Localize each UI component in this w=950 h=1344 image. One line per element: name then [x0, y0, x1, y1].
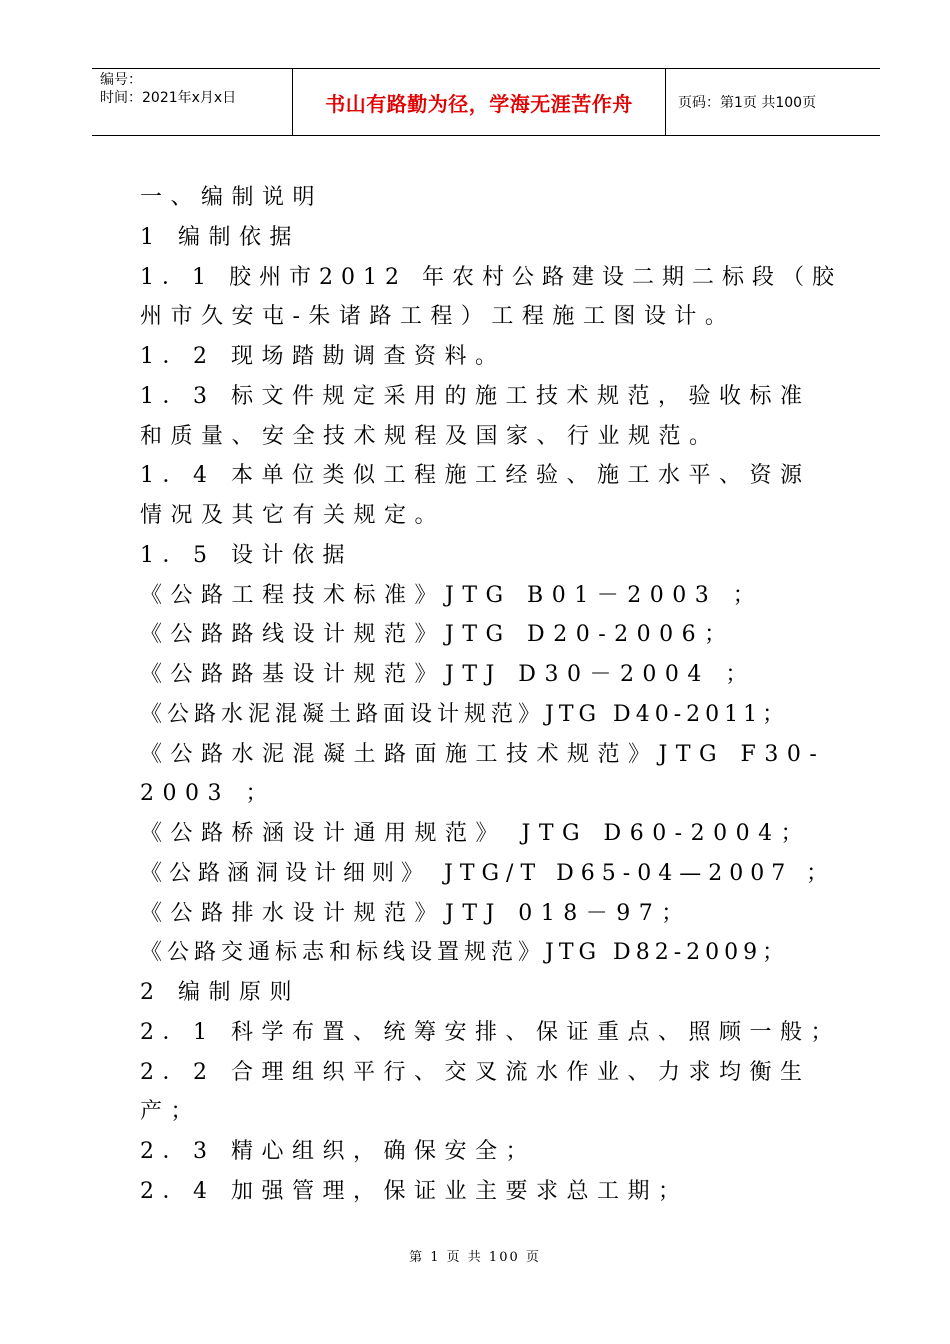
header-page-cell: [666, 69, 880, 135]
motto-text: 书山有路勤为径，学海无涯苦作舟: [325, 91, 633, 116]
subsection-heading: 2 编制原则: [140, 980, 300, 1005]
document-body: [140, 178, 840, 1212]
code-label: 编号：: [100, 72, 142, 88]
body-line: 1．4 本单位类似工程施工经验、施工水平、资源: [140, 463, 811, 489]
standard-reference: 《公路水泥混凝土路面施工技术规范》JTG F30-: [140, 741, 826, 767]
body-line: 和质量、安全技术规程及国家、行业规范。: [140, 423, 720, 449]
standard-reference: 《公路水泥混凝土路面设计规范》JTG D40-2011；: [140, 701, 790, 727]
standard-reference: 2003 ；: [140, 781, 276, 807]
body-line: 1．5 设计依据: [140, 542, 353, 568]
body-line: 2．4 加强管理，保证业主要求总工期；: [140, 1178, 689, 1204]
standard-reference: 《公路排水设计规范》JTJ 018－97；: [140, 900, 692, 926]
standard-reference: 《公路涵洞设计细则》 JTG/T D65-04—2007 ；: [140, 860, 836, 886]
body-line: 情况及其它有关规定。: [140, 503, 446, 528]
standard-reference: 《公路路基设计规范》JTJ D30－2004 ；: [140, 662, 756, 687]
date-label: 时间：2021年x月x日: [100, 90, 237, 106]
standard-reference: 《公路路线设计规范》JTG D20-2006；: [140, 622, 735, 648]
body-line: 2．1 科学布置、统筹安排、保证重点、照顾一般；: [140, 1019, 841, 1045]
standard-reference: 《公路桥涵设计通用规范》 JTG D60-2004；: [140, 821, 812, 846]
section-heading: 一、编制说明: [140, 185, 324, 210]
document-header: [92, 68, 880, 136]
body-line: 2．3 精心组织，确保安全；: [140, 1139, 536, 1164]
body-line: 州市久安屯-朱诸路工程）工程施工图设计。: [140, 304, 736, 330]
standard-reference: 《公路交通标志和标线设置规范》JTG D82-2009；: [140, 940, 790, 966]
page-footer: 第 1 页 共 100 页: [409, 1250, 541, 1265]
subsection-heading: 1 编制依据: [140, 224, 300, 250]
standard-reference: 《公路工程技术标准》JTG B01－2003 ；: [140, 582, 764, 608]
page-label: 页码：第1页 共100页: [678, 95, 817, 111]
body-line: 2．2 合理组织平行、交叉流水作业、力求均衡生: [140, 1059, 811, 1085]
header-meta-cell: [92, 69, 293, 135]
body-line: 1．2 现场踏勘调查资料。: [140, 344, 506, 369]
header-motto-cell: [293, 69, 666, 135]
body-line: 1．3 标文件规定采用的施工技术规范，验收标准: [140, 383, 811, 409]
body-line: 1．1 胶州市2012 年农村公路建设二期二标段（胶: [140, 264, 842, 290]
body-line: 产；: [140, 1099, 202, 1125]
